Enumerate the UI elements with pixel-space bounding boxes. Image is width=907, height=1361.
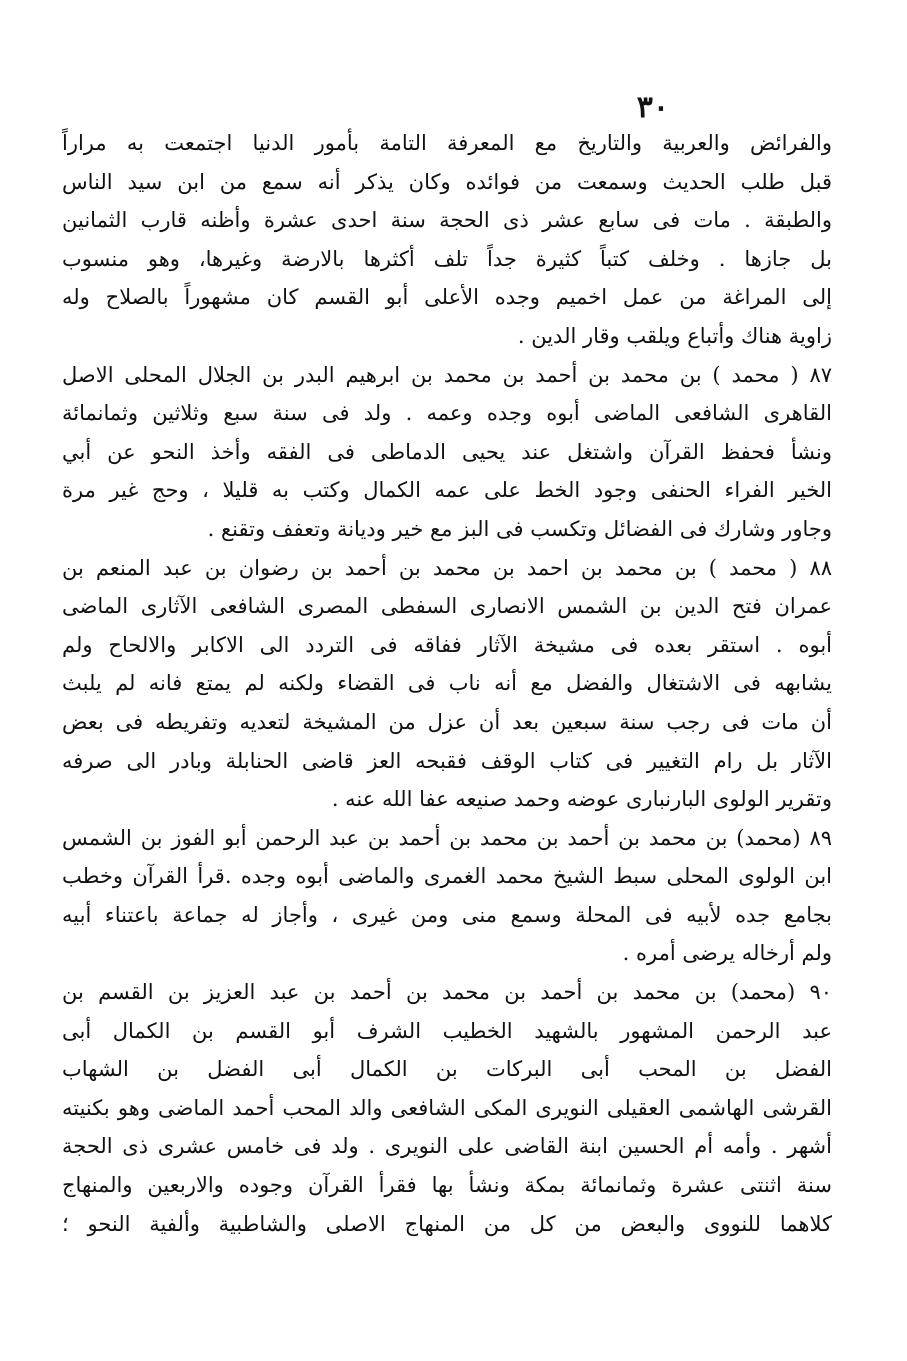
text-line: ولم أرخاله يرضى أمره . <box>622 941 832 966</box>
text-line: والفرائض والعربية والتاريخ مع المعرفة التامة بأمور الدنيا اجتمعت به مراراً <box>62 131 832 155</box>
text-line: ٨٧ ( محمد ) بن محمد بن أحمد بن محمد بن ابرهيم البدر بن الجلال المحلى الاصل <box>62 362 832 387</box>
text-line: يشابهه فى الاشتغال والفضل مع أنه ناب فى القضاء ولكنه لم يمتع فانه لم يلبث <box>62 671 832 696</box>
text-line: ٨٩ (محمد) بن محمد بن أحمد بن محمد بن أحمد بن عبد الرحمن أبو الفوز بن الشمس <box>62 825 832 850</box>
text-line: سنة اثنتى عشرة وثمانمائة بمكة ونشأ بها فقرأ القرآن وجوده والاربعين والمنهاج <box>62 1173 832 1198</box>
text-line: وتقرير الولوى البارنبارى عوضه وحمد صنيعه عفا الله عنه . <box>331 787 832 812</box>
text-line: بل جازها . وخلف كتباً كثيرة جداً تلف أكثرها بالارضة وغيرها، وهو منسوب <box>62 246 832 271</box>
text-line: ٩٠ (محمد) بن محمد بن أحمد بن محمد بن أحمد بن عبد العزيز بن القسم بن <box>62 980 832 1005</box>
text-line: أبوه . استقر بعده فى مشيخة الآثار ففاقه فى التردد الى الاكابر والالحاح ولم <box>62 632 833 657</box>
text-line: ٨٨ ( محمد ) بن محمد بن احمد بن محمد بن أحمد بن رضوان بن عبد المنعم بن <box>62 555 832 580</box>
text-line: وجاور وشارك فى الفضائل وتكسب فى البز مع خير وديانة وتعفف وتقنع . <box>207 516 832 541</box>
text-line: ابن الولوى المحلى سبط الشيخ محمد الغمرى والماضى أبوه وجده .قرأ القرآن وخطب <box>62 864 832 889</box>
text-line: إلى المراغة من عمل اخميم وجده الأعلى أبو القسم كان مشهوراً بالصلاح وله <box>62 285 832 310</box>
text-line: القرشى الهاشمى العقيلى النويرى المكى الشافعى والد المحب أحمد الماضى وهو بكنيته <box>62 1095 832 1120</box>
text-line: والطبقة . مات فى سابع عشر ذى الحجة سنة احدى عشرة وأظنه قارب الثمانين <box>62 208 832 233</box>
text-line: عمران فتح الدين بن الشمس الانصارى السفطى المصرى الشافعى الآثارى الماضى <box>62 594 832 619</box>
text-line: ونشأ فحفظ القرآن واشتغل عند يحيى الدماطى فى الفقه وأخذ النحو عن أبي <box>62 439 832 464</box>
text-line: أن مات فى رجب سنة سبعين بعد أن عزل من المشيخة لتعديه وتفريطه فى بعض <box>62 709 832 734</box>
body-text <box>62 124 832 1243</box>
text-line: قبل طلب الحديث وسمعت من فوائده وكان يذكر أنه سمع من ابن سيد الناس <box>62 169 832 194</box>
text-line: الآثار بل رام التغيير فى كتاب الوقف فقبحه العز قاضى الحنابلة وبادر الى صرفه <box>62 748 832 773</box>
text-line: الخير الفراء الحنفى وجود الخط على عمه الكمال وكتب به قليلا ، وحج غير مرة <box>62 478 832 503</box>
text-line: بجامع جده لأبيه فى المحلة وسمع منى ومن غيرى ، وأجاز له جماعة باعتناء أبيه <box>62 902 832 927</box>
text-line: زاوية هناك وأتباع ويلقب وقار الدين . <box>517 323 832 348</box>
text-line: كلاهما للنووى والبعض من كل من المنهاج الاصلى والشاطبية وألفية النحو ؛ <box>62 1211 832 1236</box>
page-number: ٣٠ <box>636 90 669 125</box>
text-line: الفضل بن المحب أبى البركات بن الكمال أبى الفضل بن الشهاب <box>62 1057 832 1082</box>
text-line: عبد الرحمن المشهور بالشهيد الخطيب الشرف أبو القسم بن الكمال أبى <box>62 1018 832 1043</box>
text-line: القاهرى الشافعى الماضى أبوه وجده وعمه . ولد فى سنة سبع وثلاثين وثمانمائة <box>62 401 832 426</box>
text-line: أشهر . وأمه أم الحسين ابنة القاضى على النويرى . ولد فى خامس عشرى ذى الحجة <box>62 1134 832 1159</box>
